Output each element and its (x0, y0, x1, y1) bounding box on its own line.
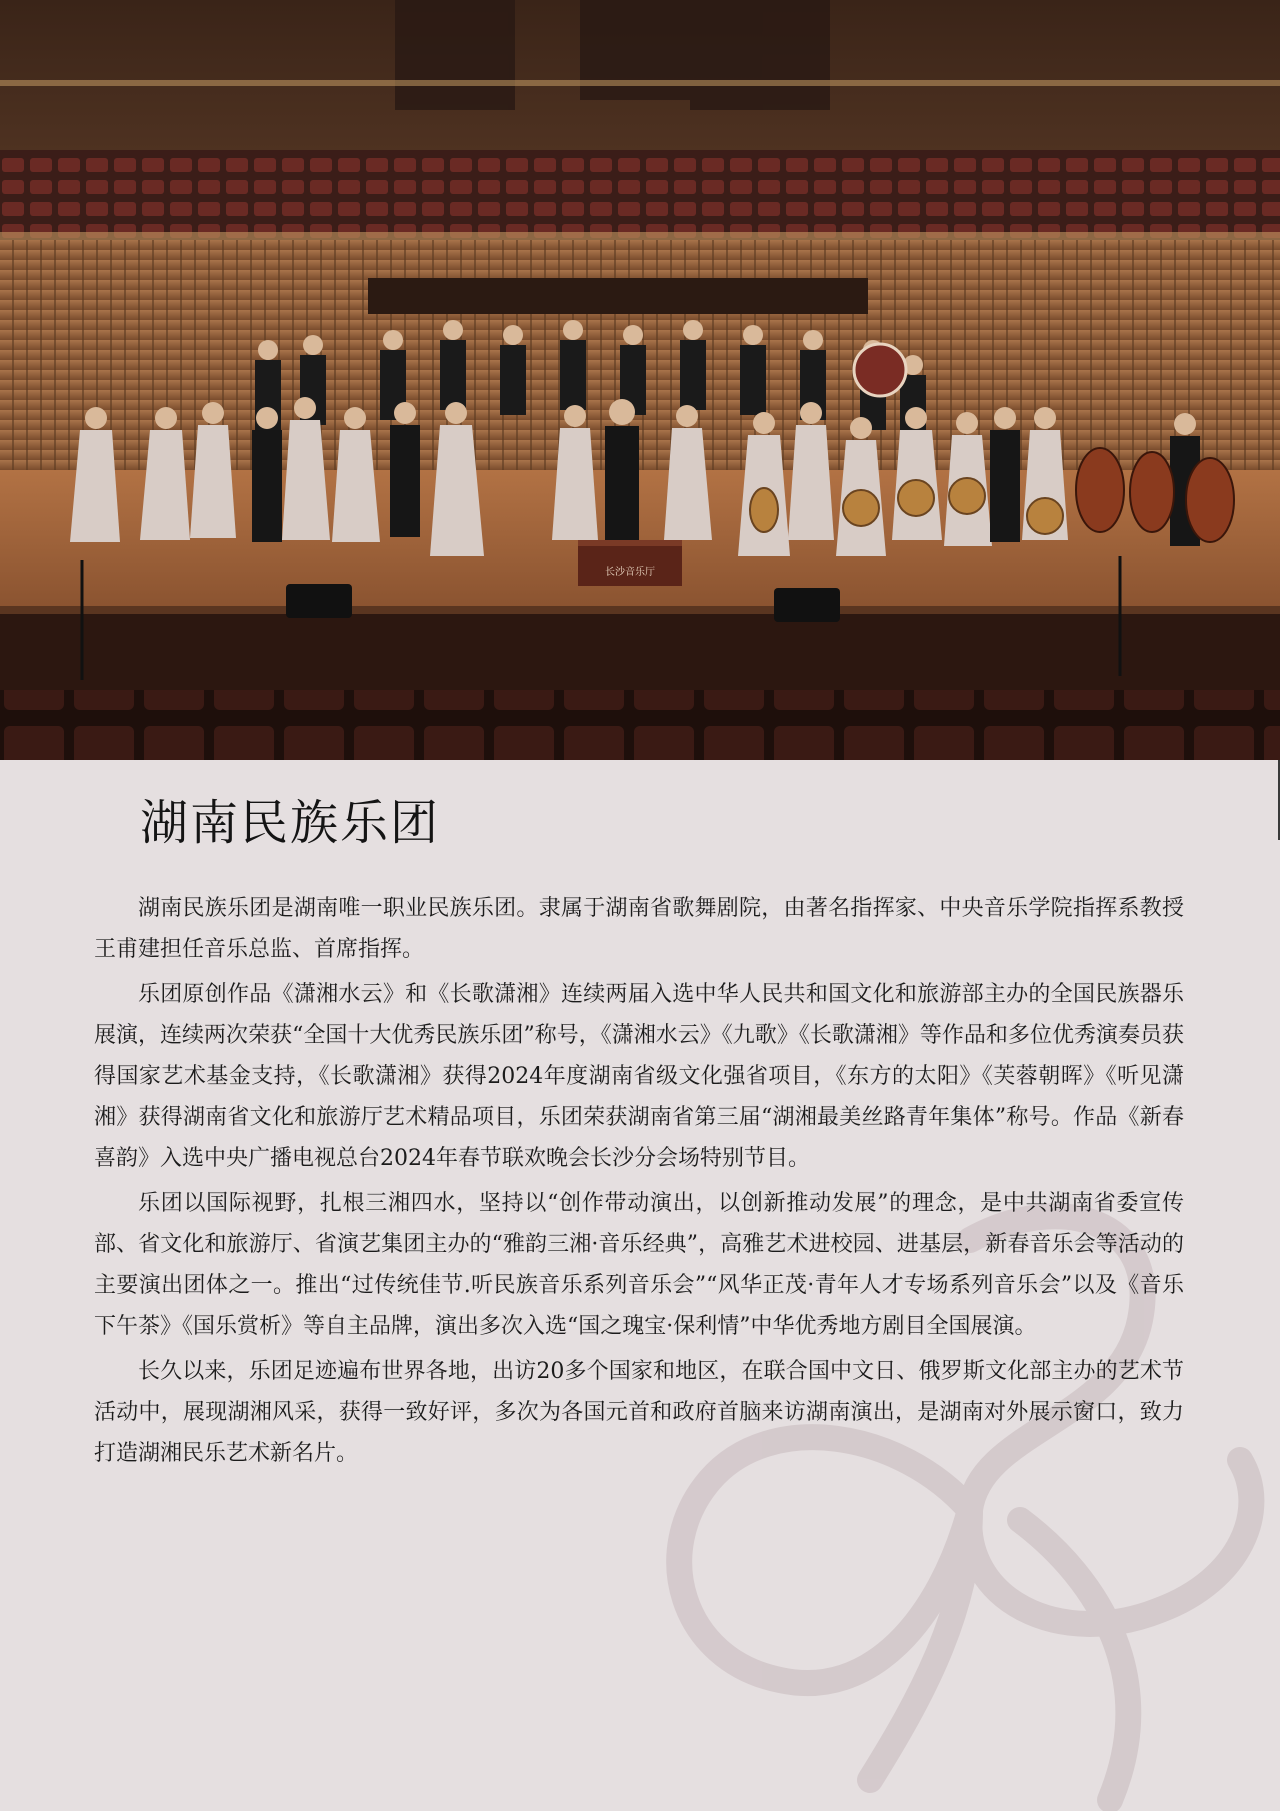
floor-speaker-left (286, 584, 352, 618)
paragraph-2: 乐团原创作品《潇湘水云》和《长歌潇湘》连续两届入选中华人民共和国文化和旅游部主办的全国民族器乐展演，连续两次荣获“全国十大优秀民族乐团”称号，《潇湘水云》《九歌》《长歌潇湘》等作品和多位优秀演奏员获得国家艺术基金支持，《长歌潇湘》获得2024年度湖南省级文化强省项目，《东方的太阳》《芙蓉朝晖》《听见潇湘》获得湖南省文化和旅游厅艺术精品项目，乐团荣获湖南省第三届“湖湘最美丝路青年集体”称号。作品《新春喜韵》入选中央广播电视总台2024年春节联欢晚会长沙分会场特别节目。 (94, 982, 1184, 1171)
conductor-podium (578, 540, 682, 586)
paragraph-3: 乐团以国际视野，扎根三湘四水，坚持以“创作带动演出，以创新推动发展”的理念，是中共湖南省委宣传部、省文化和旅游厅、省演艺集团主办的“雅韵三湘·音乐经典”，高雅艺术进校园、进基层，新春音乐会等活动的主要演出团体之一。推出“过传统佳节.听民族音乐系列音乐会”“风华正茂·青年人才专场系列音乐会”以及《音乐下午茶》《国乐赏析》等自主品牌，演出多次入选“国之瑰宝·保利情”中华优秀地方剧目全国展演。 (94, 1191, 1184, 1339)
orchestra-photo (0, 0, 1280, 760)
paragraph-1: 湖南民族乐团是湖南唯一职业民族乐团。隶属于湖南省歌舞剧院，由著名指挥家、中央音乐学院指挥系教授王甫建担任音乐总监、首席指挥。 (94, 896, 1184, 962)
paragraph-4: 长久以来，乐团足迹遍布世界各地，出访20多个国家和地区，在联合国中文日、俄罗斯文化部主办的艺术节活动中，展现湖湘风采，获得一致好评，多次为各国元首和政府首脑来访湖南演出，是湖南对外展示窗口，致力打造湖湘民乐艺术新名片。 (94, 1359, 1184, 1466)
organ-pipes (395, 0, 830, 110)
concert-hall-illustration (0, 0, 1280, 760)
podium-sign: 长沙音乐厅 (605, 567, 655, 578)
audience-seats (0, 690, 1280, 760)
page-title: 湖南民族乐团 (140, 795, 441, 851)
floor-speaker-right (774, 588, 840, 622)
balcony-seats (0, 150, 1280, 240)
backwall-window (368, 278, 868, 314)
article-body (94, 888, 1184, 1478)
stage-front (0, 614, 1280, 694)
